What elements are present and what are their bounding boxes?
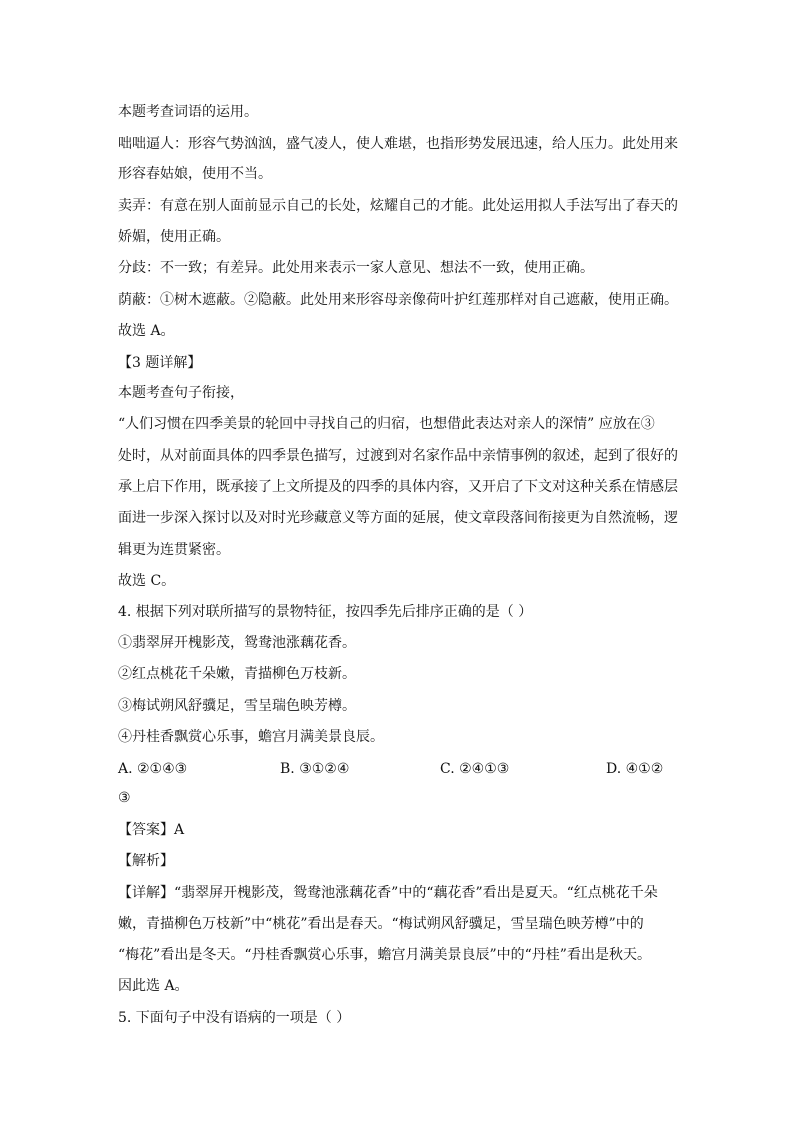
answer-label: 【答案】A	[118, 822, 185, 838]
option-b: B. ③①②④	[280, 761, 350, 777]
couplet-3: ③梅试朔风舒骥足，雪呈瑞色映芳樽。	[118, 698, 356, 714]
analysis-line: “梅花”看出是冬天。“丹桂香飘赏心乐事，蟾宫月满美景良辰”中的“丹桂”看出是秋天。	[118, 947, 651, 963]
option-d: D. ④①②	[606, 761, 664, 777]
text-line: 分歧：不一致；有差异。此处用来表示一家人意见、想法不一致，使用正确。	[118, 260, 594, 276]
analysis-heading: 【解析】	[118, 853, 174, 869]
text-line: 处时，从对前面具体的四季景色描写，过渡到对名家作品中亲情事例的叙述，起到了很好的	[118, 448, 678, 464]
analysis-line: 因此选 A。	[118, 978, 189, 994]
analysis-line: 【详解】“翡翠屏开槐影茂，鸳鸯池涨藕花香”中的“藕花香”看出是夏天。“红点桃花千朵	[118, 885, 658, 901]
option-a: A. ②①④③	[118, 761, 188, 777]
text-line: 形容春姑娘，使用不当。	[118, 166, 272, 182]
section-heading: 【3 题详解】	[118, 355, 202, 371]
option-c: C. ②④①③	[440, 761, 510, 777]
text-line: 荫蔽：①树木遮蔽。②隐蔽。此处用来形容母亲像荷叶护红莲那样对自己遮蔽，使用正确。	[118, 292, 678, 308]
text-line: 卖弄：有意在别人面前显示自己的长处，炫耀自己的才能。此处运用拟人手法写出了春天的	[118, 198, 678, 214]
text-line: 故选 A。	[118, 323, 175, 339]
question-4-stem: 4. 根据下列对联所描写的景物特征，按四季先后排序正确的是（ ）	[118, 604, 533, 620]
analysis-line: 嫩，青描柳色万枝新”中“桃花”看出是春天。“梅试朔风舒骥足，雪呈瑞色映芳樽”中的	[118, 916, 644, 932]
text-line: 娇媚，使用正确。	[118, 229, 230, 245]
text-line: 故选 C。	[118, 573, 176, 589]
couplet-2: ②红点桃花千朵嫩，青描柳色万枝新。	[118, 666, 356, 682]
text-line: 本题考查句子衔接，	[118, 385, 244, 401]
text-line: 承上启下作用，既承接了上文所提及的四季的具体内容，又开启了下文对这种关系在情感层	[118, 479, 678, 495]
text-line: 辑更为连贯紧密。	[118, 542, 230, 558]
option-d-wrap: ③	[118, 790, 131, 806]
text-line: 面进一步深入探讨以及对时光珍藏意义等方面的延展，使文章段落间衔接更为自然流畅，逻	[118, 510, 678, 526]
question-5-stem: 5. 下面句子中没有语病的一项是（ ）	[118, 1010, 351, 1026]
text-line: 咄咄逼人：形容气势汹汹，盛气凌人，使人难堪，也指形势发展迅速，给人压力。此处用来	[118, 136, 678, 152]
couplet-4: ④丹桂香飘赏心乐事，蟾宫月满美景良辰。	[118, 729, 384, 745]
text-line: 本题考查词语的运用。	[118, 104, 258, 120]
couplet-1: ①翡翠屏开槐影茂，鸳鸯池涨藕花香。	[118, 635, 356, 651]
text-line: “人们习惯在四季美景的轮回中寻找自己的归宿，也想借此表达对亲人的深情” 应放在③	[118, 416, 655, 432]
